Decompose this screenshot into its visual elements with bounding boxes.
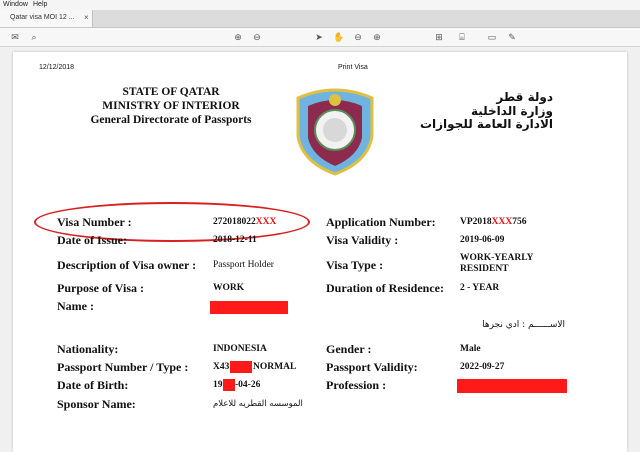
purpose-label: Purpose of Visa : — [57, 281, 144, 295]
application-number-label: Application Number: — [326, 215, 436, 229]
visa-validity-label: Visa Validity : — [326, 233, 399, 247]
page-down-icon[interactable]: ⊖ — [253, 31, 261, 42]
duration-value: 2 - YEAR — [460, 283, 500, 293]
scroll-mode-icon[interactable]: ⌸ — [459, 31, 465, 42]
menu-bar — [0, 0, 640, 10]
directorate-heading: General Directorate of Passports — [90, 114, 252, 126]
sponsor-label: Sponsor Name: — [57, 397, 136, 411]
profession-label: Profession : — [326, 378, 387, 392]
ministry-heading: MINISTRY OF INTERIOR — [102, 100, 240, 112]
arabic-ministry: وزارة الداخلية — [470, 104, 553, 118]
sponsor-name-value: الموسسه القطريه للاعلام — [213, 399, 303, 409]
duration-label: Duration of Residence: — [326, 281, 444, 295]
passport-validity-label: Passport Validity: — [326, 360, 418, 374]
gender-value: Male — [460, 344, 481, 354]
email-icon[interactable]: ✉ — [11, 31, 19, 42]
purpose-value: WORK — [213, 283, 245, 293]
dob-prefix: 19 — [213, 380, 223, 390]
application-number-value: VP2018XXX756 — [460, 217, 527, 227]
page-up-icon[interactable]: ⊕ — [234, 31, 242, 42]
arabic-directorate: الادارة العامة للجوازات — [419, 117, 553, 131]
arabic-state: دولة قطر — [496, 90, 553, 104]
name-redaction — [210, 301, 288, 314]
ministry-emblem-logo — [288, 84, 382, 176]
zoom-in-icon[interactable]: ⊕ — [373, 31, 381, 42]
nationality-label: Nationality: — [57, 342, 119, 356]
dob-redaction — [223, 379, 235, 391]
dob-suffix: -04-26 — [235, 380, 261, 390]
visa-validity-value: 2019-06-09 — [460, 235, 505, 245]
comment-icon[interactable]: ▭ — [487, 31, 497, 42]
description-label: Description of Visa owner : — [57, 258, 197, 272]
close-tab-icon[interactable]: × — [84, 13, 89, 22]
visa-number-value: 272018022XXX — [213, 217, 277, 227]
dob-label: Date of Birth: — [57, 378, 129, 392]
description-value: Passport Holder — [213, 260, 274, 270]
date-of-issue-value: 2018-12-11 — [213, 235, 257, 245]
state-heading: STATE OF QATAR — [122, 86, 220, 98]
gender-label: Gender : — [326, 342, 372, 356]
fit-page-icon[interactable]: ⊞ — [435, 31, 443, 42]
nationality-value: INDONESIA — [213, 344, 267, 354]
document-tab[interactable] — [0, 10, 93, 27]
print-date: 12/12/2018 — [39, 64, 75, 71]
arabic-name-line: الاســــــم : ادي نجرها — [482, 320, 565, 330]
passport-validity-value: 2022-09-27 — [460, 362, 505, 372]
visa-number-label: Visa Number : — [57, 215, 132, 229]
document-tab-label: Qatar visa MOI 12 ... — [10, 14, 75, 21]
toolbar — [0, 28, 640, 47]
profession-redaction — [457, 379, 567, 393]
menu-help[interactable]: Help — [33, 1, 48, 8]
visa-type-value-line1: WORK-YEARLY — [460, 253, 534, 263]
hand-tool-icon[interactable]: ✋ — [333, 31, 345, 42]
visa-type-value-line2: RESIDENT — [460, 264, 509, 274]
select-cursor-icon[interactable]: ➤ — [315, 31, 323, 42]
pdf-page — [13, 52, 627, 452]
search-icon[interactable]: ⌕ — [31, 31, 37, 42]
tab-bar — [0, 10, 640, 28]
pen-icon[interactable]: ✎ — [508, 31, 516, 42]
print-title: Print Visa — [338, 64, 368, 71]
passport-type-value: NORMAL — [253, 362, 297, 372]
passport-label: Passport Number / Type : — [57, 360, 189, 374]
passport-redaction — [230, 361, 252, 373]
visa-type-label: Visa Type : — [326, 258, 384, 272]
zoom-out-icon[interactable]: ⊖ — [354, 31, 362, 42]
date-of-issue-label: Date of Issue: — [57, 233, 127, 247]
name-label: Name : — [57, 299, 94, 313]
menu-window[interactable]: Window — [3, 1, 28, 8]
passport-number-prefix: X43 — [213, 362, 230, 372]
